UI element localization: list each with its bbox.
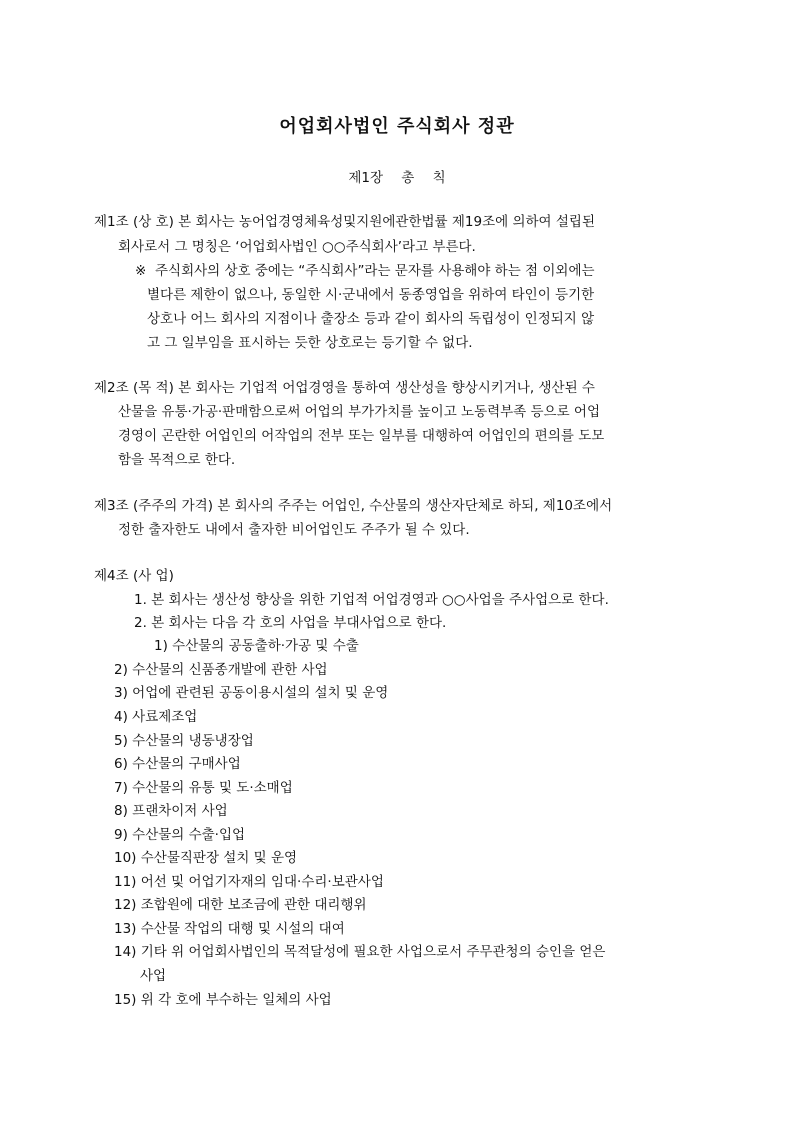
article-2-line-1: 제2조 (목 적) 본 회사는 기업적 어업경영을 통하여 생산성을 향상시키거나, 생산된 수 — [94, 380, 595, 396]
article-4-item-2: 2. 본 회사는 다음 각 호의 사업을 부대사업으로 한다. — [134, 615, 447, 631]
sub-item-14-continuation: 사업 — [140, 968, 167, 984]
article-3-line-1: 제3조 (주주의 가격) 본 회사의 주주는 어업인, 수산물의 생산자단체로 하되, 제10조에서 — [94, 498, 613, 514]
sub-item-12: 12) 조합원에 대한 보조금에 관한 대리행위 — [114, 897, 367, 913]
note-line-2: 별다른 제한이 없으나, 동일한 시·군내에서 동종영업을 위하여 타인이 등기한 — [147, 287, 595, 303]
sub-item-15: 15) 위 각 호에 부수하는 일체의 사업 — [114, 992, 332, 1008]
article-1-line-2: 회사로서 그 명칭은 ‘어업회사법인 ○○주식회사’라고 부른다. — [118, 239, 476, 255]
sub-item-14: 14) 기타 위 어업회사법인의 목적달성에 필요한 사업으로서 주무관청의 승인을 얻은 — [114, 944, 606, 960]
note-line-1: 주식회사의 상호 중에는 “주식회사”라는 문자를 사용해야 하는 점 이외에는 — [155, 263, 595, 279]
article-4-heading: 제4조 (사 업) — [94, 568, 174, 584]
sub-item-3: 3) 어업에 관련된 공동이용시설의 설치 및 운영 — [114, 685, 389, 701]
note-line-4: 고 그 일부임을 표시하는 듯한 상호로는 등기할 수 없다. — [147, 335, 473, 351]
sub-item-13: 13) 수산물 작업의 대행 및 시설의 대여 — [114, 921, 345, 937]
article-2-line-4: 함을 목적으로 한다. — [118, 452, 236, 468]
note-mark: ※ — [135, 263, 147, 279]
sub-item-7: 7) 수산물의 유통 및 도·소매업 — [114, 780, 293, 796]
note-line-3: 상호나 어느 회사의 지점이나 출장소 등과 같이 회사의 독립성이 인정되지 않 — [147, 311, 595, 327]
article-2-line-2: 산물을 유통·가공·판매함으로써 어업의 부가가치를 높이고 노동력부족 등으로 어업 — [118, 404, 601, 420]
article-4-item-1: 1. 본 회사는 생산성 향상을 위한 기업적 어업경영과 ○○사업을 주사업으로 한다. — [134, 592, 609, 608]
document-title: 어업회사법인 주식회사 정관 — [279, 116, 515, 137]
article-1-line-1: 제1조 (상 호) 본 회사는 농어업경영체육성및지원에관한법률 제19조에 의하여 설립된 — [94, 214, 595, 230]
sub-item-11: 11) 어선 및 어업기자재의 임대·수리·보관사업 — [114, 874, 384, 890]
sub-item-2: 2) 수산물의 신품종개발에 관한 사업 — [114, 662, 328, 678]
chapter-heading: 제1장 총 칙 — [348, 170, 446, 186]
sub-item-1: 1) 수산물의 공동출하·가공 및 수출 — [154, 638, 359, 654]
sub-item-10: 10) 수산물직판장 설치 및 운영 — [114, 850, 298, 866]
article-3-line-2: 정한 출자한도 내에서 출자한 비어업인도 주주가 될 수 있다. — [118, 522, 470, 538]
sub-item-6: 6) 수산물의 구매사업 — [114, 756, 241, 772]
article-2-line-3: 경영이 곤란한 어업인의 어작업의 전부 또는 일부를 대행하여 어업인의 편의를 도모 — [118, 428, 605, 444]
sub-item-5: 5) 수산물의 냉동냉장업 — [114, 733, 254, 749]
sub-item-8: 8) 프랜차이저 사업 — [114, 803, 228, 819]
sub-item-9: 9) 수산물의 수출·입업 — [114, 827, 246, 843]
sub-item-4: 4) 사료제조업 — [114, 709, 198, 725]
